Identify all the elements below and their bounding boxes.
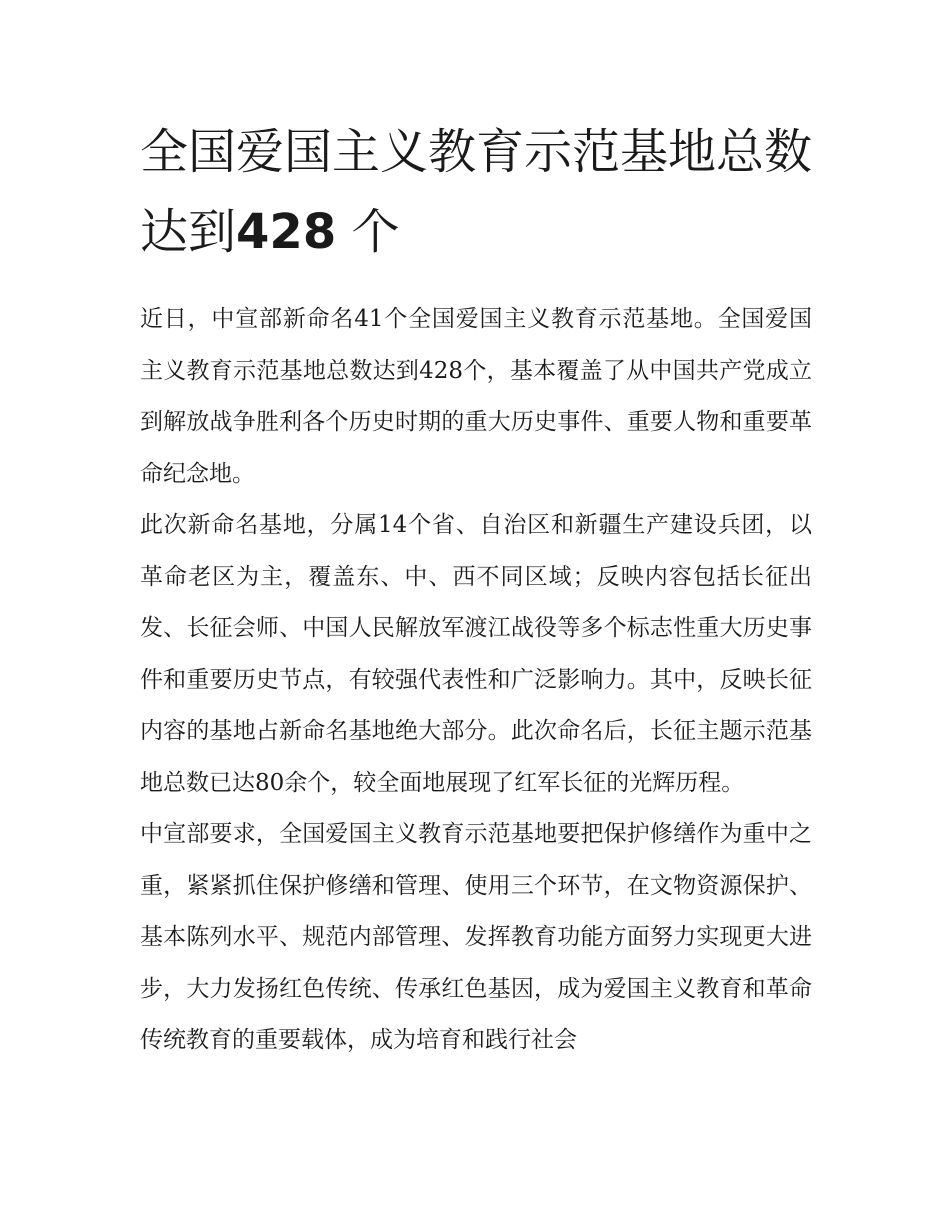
article-body bbox=[140, 294, 812, 1067]
article-title bbox=[140, 112, 812, 272]
paragraph: 此次新命名基地，分属14个省、自治区和新疆生产建设兵团，以革命老区为主，覆盖东、中、西不同区域；反映内容包括长征出发、长征会师、中国人民解放军渡江战役等多个标志性重大历史事件和重要历史节点，有较强代表性和广泛影响力。其中，反映长征内容的基地占新命名基地绝大部分。此次命名后，长征主题示范基地总数已达80余个，较全面地展现了红军长征的光辉历程。 bbox=[140, 512, 812, 796]
article-title-number: 428 bbox=[236, 204, 337, 260]
document-page bbox=[140, 112, 812, 1067]
article-title-text: 全国爱国主义教育示范基地总数达到 bbox=[140, 124, 813, 260]
paragraph: 中宣部要求，全国爱国主义教育示范基地要把保护修缮作为重中之重，紧紧抓住保护修缮和管理、使用三个环节，在文物资源保护、基本陈列水平、规范内部管理、发挥教育功能方面努力实现更大进步，大力发扬红色传统、传承红色基因，成为爱国主义教育和革命传统教育的重要载体，成为培育和践行社会 bbox=[140, 821, 812, 1053]
paragraph: 近日，中宣部新命名41个全国爱国主义教育示范基地。全国爱国主义教育示范基地总数达到428个，基本覆盖了从中国共产党成立到解放战争胜利各个历史时期的重大历史事件、重要人物和重要革命纪念地。 bbox=[140, 306, 812, 487]
article-title-suffix: 个 bbox=[351, 204, 400, 260]
